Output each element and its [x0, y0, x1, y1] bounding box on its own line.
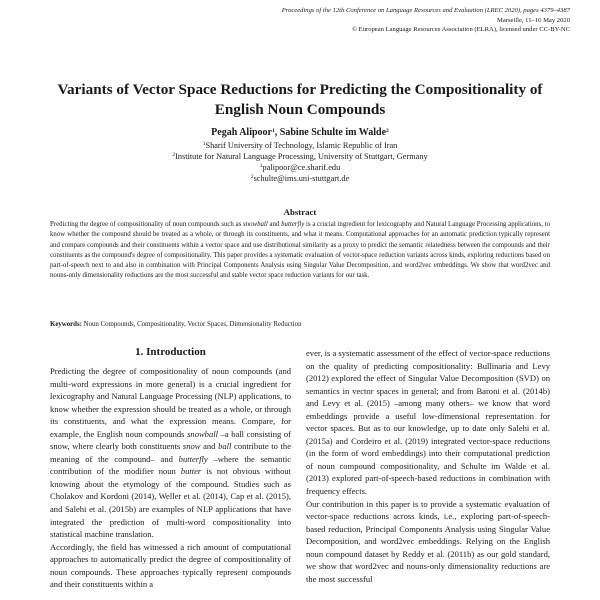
body-text: –where the semantic contribution of the modifier noun — [50, 453, 291, 477]
author-separator: , — [274, 127, 280, 138]
proceedings-header — [270, 6, 570, 35]
affil-mark: 1 — [259, 163, 263, 170]
paper-title-line1: Variants of Vector Space Reductions for Predicting the Compositionality of — [57, 81, 543, 98]
author-affil-mark: 1 — [272, 128, 275, 134]
author-affil-mark: 2 — [386, 128, 389, 134]
affiliations — [0, 140, 600, 184]
body-term: snowball — [187, 428, 218, 439]
right-column — [306, 347, 550, 600]
left-column — [50, 365, 291, 600]
intro-paragraph-3: ever, is a systematic assessment of the effect of vector-space reductions on the quality of predicting compositionality: Bullinaria and Levy (2012) explored the effect of Singular Value Decomposition (SVD) on semantics in vector spaces in general; and from Baroni et al. (2014b) and Levy et al. (2015) –among many others– we know that word embeddings provide a useful low-dimensional representation for vector spaces. But as to our knowledge, up to date only Salehi et al. (2015a) and Cordeiro et al. (2019) integrated vector-space reductions (in the form of word embeddings) into their computational prediction of noun compound compositionality, and Schulte im Walde et al. (2013) explored part-of-speech-based reductions in combination with frequency effects. — [306, 348, 550, 497]
body-term: butter — [180, 466, 202, 477]
affiliation-2 — [0, 151, 600, 162]
body-term: snow — [182, 441, 201, 452]
proceedings-venue: Proceedings of the 12th Conference on Language Resources and Evaluation (LREC 2020), pages 4379–4387 — [281, 7, 570, 14]
abstract-text: is a crucial ingredient for lexicography and Natural Language Processing applications, to know whether the compound should be treated as a whole, or through its constituents, and what it means. Computational approaches for an automatic prediction typically represent and compare compounds and their constituents within a vector space and use distributional similarity as a proxy to predict the semantic relatedness between the compounds and their constituents as the compound's degree of compositionality. This paper provides a systematic evaluation of vector-space reduction variants across kinds, exploring reductions based on part-of-speech next to and also in combination with Principal Components Analysis using Singular Value Decomposition, and word2vec embeddings. We show that word2vec and nouns-only dimensionality reductions are the most successful and stable vector space reduction variants for our task. — [50, 221, 550, 280]
body-text: –a ball consisting of snow, where clearly both constituents — [50, 428, 291, 452]
keywords — [50, 320, 550, 330]
author-list — [0, 126, 600, 139]
email-text: schulte@ims.uni-stuttgart.de — [253, 174, 350, 184]
proceedings-license: © European Language Resources Association (ELRA), licensed under CC-BY-NC — [352, 26, 570, 34]
body-text: contribute to the meaning of the compound– and — [50, 441, 291, 464]
email-2 — [0, 173, 600, 184]
body-term: butterfly — [178, 453, 208, 464]
body-term: ball — [218, 441, 232, 452]
intro-paragraph-2: Accordingly, the field has witnessed a rich amount of computational approaches to automatically predict the degree of compositionality of noun compounds. These approaches typically represent compounds and their constituents within a — [50, 541, 291, 590]
intro-paragraph-1 — [50, 365, 291, 541]
keywords-text: Noun Compounds, Compositionality, Vector Spaces, Dimensionality Reduction — [81, 321, 302, 328]
affil-text: Institute for Natural Language Processing, University of Stuttgart, Germany — [175, 152, 428, 162]
keywords-label: Keywords: — [50, 321, 82, 328]
body-text: is not obvious without knowing about the etymology of the compound. Studies such as Cholakov and Kordoni (2014), Weller et al. (2014), Cap et al. (2015), and Salehi et al. (2015b) are examples of NLP applications that have integrated the prediction of multi-word compositionality into statistical machine translation. — [50, 466, 291, 540]
affil-mark: 1 — [202, 141, 206, 147]
section-heading-introduction: 1. Introduction — [135, 346, 206, 358]
affil-mark: 2 — [172, 152, 176, 159]
proceedings-location: Marseille, 11–16 May 2020 — [496, 16, 570, 24]
body-text: and — [200, 441, 219, 452]
abstract-body — [50, 220, 550, 282]
intro-paragraph-4: Our contribution in this paper is to provide a systematic evaluation of vector-space reductions across kinds, i.e., exploring part-of-speech-based reduction, Principal Components Analysis using Singular Value Decomposition, and word2vec embeddings. Relying on the English noun compound dataset by Reddy et al. (2011b) as our gold standard, we show that word2vec and nouns-only dimensionality reductions are the most successful — [306, 498, 550, 584]
affil-mark: 2 — [250, 174, 254, 181]
abstract-heading: Abstract — [283, 207, 317, 217]
affiliation-1 — [0, 140, 600, 151]
email-text: palipoor@ce.sharif.edu — [262, 163, 341, 173]
abstract-paragraph — [50, 220, 550, 282]
abstract-text: and — [267, 221, 282, 228]
paper-title-line2: English Noun Compounds — [214, 100, 386, 118]
abstract-term: snowball — [243, 221, 268, 228]
author-name: Pegah Alipoor — [211, 127, 272, 138]
abstract-text: Predicting the degree of compositionality of noun compounds such as — [50, 221, 244, 228]
affil-text: Sharif University of Technology, Islamic Republic of Iran — [205, 141, 398, 150]
body-text: Predicting the degree of compositionality of noun compounds (and multi-word expressions in more general) is a crucial ingredient for lexicography and Natural Language Processing (NLP) applications, to know whether the expression should be treated as a whole, or through its constituents, and what the expression means. Compare, for example, the English noun compounds — [50, 366, 291, 439]
author-name: Sabine Schulte im Walde — [279, 127, 387, 138]
email-1 — [0, 162, 600, 173]
paper-title — [0, 80, 600, 119]
abstract-term: butterfly — [281, 221, 305, 228]
